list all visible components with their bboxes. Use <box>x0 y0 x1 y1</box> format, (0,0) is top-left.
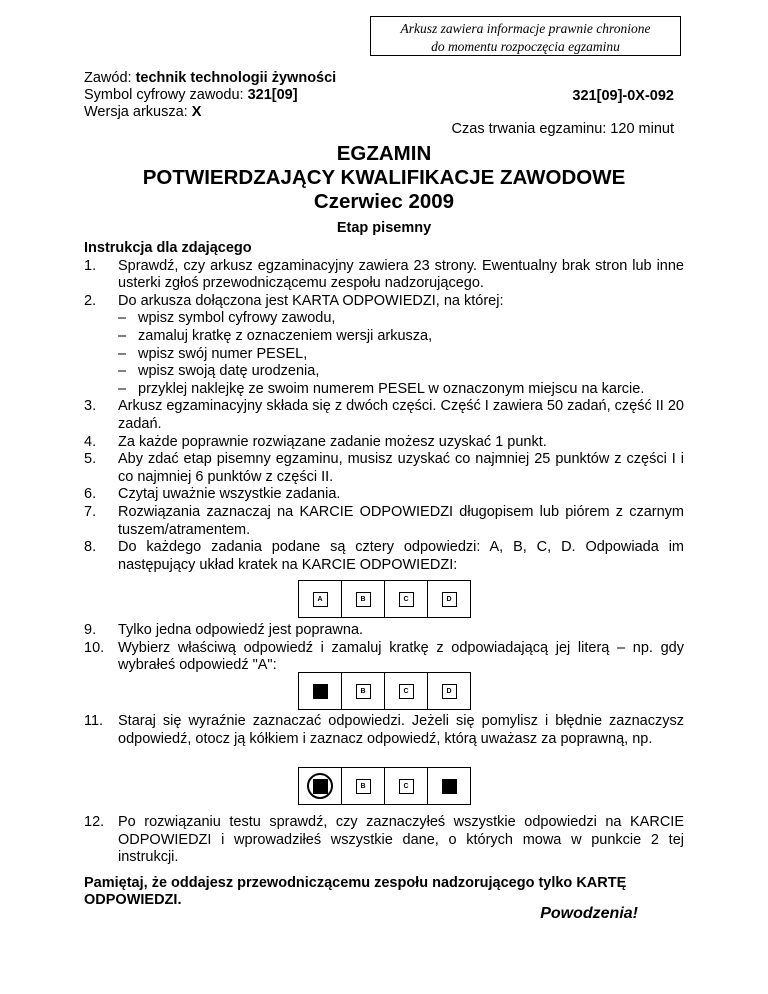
grid-cell-d <box>428 768 470 804</box>
instructions-cont-2 <box>84 713 684 748</box>
correction-circle <box>307 773 333 799</box>
grid-cell-c <box>385 673 428 709</box>
meta-zawod: Zawód: technik technologii żywności <box>84 70 337 86</box>
answer-box-a: A <box>313 592 328 607</box>
instruction-item-7: 7. Rozwiązania zaznaczaj na KARCIE ODPOWIEDZI długopisem lub piórem z czarnym tuszem/atramentem. <box>84 503 684 538</box>
grid-cell-a <box>299 581 342 617</box>
instructions <box>84 240 684 574</box>
answer-box-b: B <box>356 684 371 699</box>
answer-box-d: D <box>442 592 457 607</box>
grid-cell-b <box>342 768 385 804</box>
title-line-1: EGZAMIN <box>336 142 432 165</box>
grid-cell-c <box>385 768 428 804</box>
stage-label: Etap pisemny <box>336 220 432 236</box>
grid-cell-b <box>342 673 385 709</box>
grid-cell-a <box>299 673 342 709</box>
instruction-sub: – wpisz symbol cyfrowy zawodu, <box>118 310 336 327</box>
instruction-sub: – zamaluj kratkę z oznaczeniem wersji arkusza, <box>118 327 433 344</box>
answer-grid-correction-example <box>298 767 471 805</box>
reminder-text: Pamiętaj, że oddajesz przewodniczącemu zespołu nadzorującego tylko KARTĘ ODPOWIEDZI. <box>84 875 627 908</box>
exam-title <box>84 142 684 214</box>
grid-cell-a <box>299 768 342 804</box>
answer-box-b: B <box>356 592 371 607</box>
instructions-cont-1 <box>84 622 684 675</box>
instruction-item-10: 10. Wybierz właściwą odpowiedź i zamaluj kratkę z odpowiadającą jej literą – np. gdy wybrałeś odpowiedź "A": <box>84 639 684 674</box>
answer-box-a-filled: A <box>313 684 328 699</box>
meta-symbol: Symbol cyfrowy zawodu: 321[09] <box>84 87 298 103</box>
answer-box-c: C <box>399 684 414 699</box>
instructions-heading: Instrukcja dla zdającego <box>84 240 252 256</box>
meta-wersja: Wersja arkusza: X <box>84 104 202 120</box>
answer-box-a-filled: A <box>313 779 328 794</box>
instruction-item-1: 1. Sprawdź, czy arkusz egzaminacyjny zawiera 23 strony. Ewentualny brak stron lub inne usterki zgłoś przewodniczącemu zespołu nadzorującego. <box>84 257 684 292</box>
exam-duration: Czas trwania egzaminu: 120 minut <box>451 121 674 137</box>
answer-box-c: C <box>399 779 414 794</box>
instruction-sub: – przyklej naklejkę ze swoim numerem PESEL w oznaczonym miejscu na karcie. <box>118 380 645 397</box>
notice-line-1: Arkusz zawiera informacje prawnie chronione <box>400 21 651 36</box>
good-luck-text: Powodzenia! <box>540 905 638 922</box>
answer-box-b: B <box>356 779 371 794</box>
instruction-item-2: 2. Do arkusza dołączona jest KARTA ODPOWIEDZI, na której: <box>84 292 504 309</box>
answer-box-c: C <box>399 592 414 607</box>
grid-cell-d <box>428 581 470 617</box>
instruction-sub: – wpisz swoją datę urodzenia, <box>118 363 320 380</box>
instructions-cont-3 <box>84 814 684 867</box>
instruction-item-9: 9. Tylko jedna odpowiedź jest poprawna. <box>84 622 364 638</box>
answer-box-d-filled: D <box>442 779 457 794</box>
instruction-item-5: 5. Aby zdać etap pisemny egzaminu, musisz uzyskać co najmniej 25 punktów z części I i co najmniej 6 punktów z części II. <box>84 451 684 485</box>
instruction-item-11: 11. Staraj się wyraźnie zaznaczać odpowiedzi. Jeżeli się pomylisz i błędnie zaznaczysz odpowiedź, otocz ją kółkiem i zaznacz odpowiedź, którą uważasz za poprawną, np. <box>84 713 684 747</box>
legal-notice-box <box>370 16 681 56</box>
instruction-item-6: 6. Czytaj uważnie wszystkie zadania. <box>84 486 341 503</box>
exam-code: 321[09]-0X-092 <box>572 88 674 104</box>
grid-cell-c <box>385 581 428 617</box>
title-line-3: Czerwiec 2009 <box>313 190 455 213</box>
instruction-item-8: 8. Do każdego zadania podane są cztery odpowiedzi: A, B, C, D. Odpowiada im następujący układ kratek na KARCIE ODPOWIEDZI: <box>84 539 684 573</box>
instruction-item-12: 12. Po rozwiązaniu testu sprawdź, czy zaznaczyłeś wszystkie odpowiedzi na KARCIE ODPOWIEDZI i wprowadziłeś wszystkie dane, o których mowa w punkcie 2 tej instrukcji. <box>84 814 684 866</box>
grid-cell-d <box>428 673 470 709</box>
grid-cell-b <box>342 581 385 617</box>
answer-grid-example <box>298 580 471 618</box>
instruction-sub: – wpisz swój numer PESEL, <box>118 345 308 362</box>
instruction-item-3: 3. Arkusz egzaminacyjny składa się z dwóch części. Część I zawiera 50 zadań, część II 20 zadań. <box>84 398 684 432</box>
title-line-2: POTWIERDZAJĄCY KWALIFIKACJE ZAWODOWE <box>142 166 626 189</box>
instruction-item-4: 4. Za każde poprawnie rozwiązane zadanie możesz uzyskać 1 punkt. <box>84 433 547 450</box>
answer-box-d: D <box>442 684 457 699</box>
notice-line-2: do momentu rozpoczęcia egzaminu <box>431 39 620 54</box>
answer-grid-filled-example <box>298 672 471 710</box>
